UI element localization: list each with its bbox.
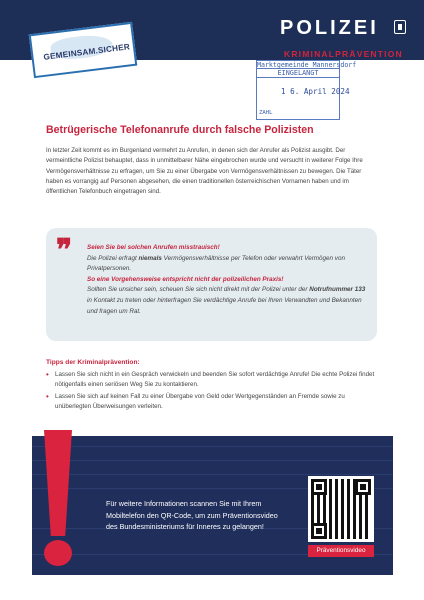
- stamp-body: [256, 78, 350, 120]
- warning-line-a-bold: niemals: [138, 254, 162, 262]
- stamp-zahl: ZAHL: [259, 110, 273, 116]
- stamp-date: 1 6. April 2024: [281, 87, 350, 96]
- received-stamp: [256, 60, 357, 120]
- stamp-municipality: Marktgemeinde Mannersdorf: [257, 61, 357, 69]
- footer-banner: [32, 436, 393, 575]
- quote-mark-icon: ❞: [56, 233, 73, 268]
- warning-line-a: Die Polizei erfragt: [87, 254, 137, 262]
- federal-eagle-icon: [394, 20, 406, 34]
- footer-text: Für weitere Informationen scannen Sie mit Ihrem Mobiltelefon den QR-Code, um zum Präventionsvideo des Bundesministeriums für Inneres zu gelangen!: [106, 499, 278, 532]
- kriminalpraevention-label: KRIMINALPRÄVENTION: [284, 49, 403, 59]
- qr-pattern: [311, 479, 371, 539]
- tips-heading: Tipps der Kriminalprävention:: [46, 359, 140, 366]
- warning-line-b-rest: in Kontakt zu treten oder hinterfragen Sie verdächtige Anrufe bei Ihren Verwandten und Bekannten und fragen um Rat.: [87, 296, 362, 315]
- polizei-brand: POLIZEI: [280, 17, 379, 39]
- warning-text: [87, 243, 371, 317]
- warning-box: [46, 228, 377, 341]
- praeventionsvideo-button[interactable]: Präventionsvideo: [308, 545, 374, 557]
- intro-paragraph: In letzter Zeit kommt es im Burgenland vermehrt zu Anrufen, in denen sich der Anrufer als Polizist ausgibt. Der vermeintliche Polizist behauptet, dass in unmittelbarer Nähe eingebrochen wurde und versucht in weiterer Folge Ihre Vermögensverhältnisse zu erfragen, um Sie zu einer Übergabe von Vermögensverhältnissen zu bewegen. Die Täter haben es vorrangig auf Personen abgesehen, die einen traditionellen österreichischen Vornamen haben und im öffentlichen Telefonbuch eingetragen sind.: [46, 147, 363, 196]
- warning-heading: Seien Sie bei solchen Anrufen misstrauisch!: [87, 244, 220, 251]
- emergency-number: Notrufnummer 133: [309, 286, 366, 294]
- exclamation-dot-icon: [44, 540, 72, 566]
- page-title: Betrügerische Telefonanrufe durch falsche Polizisten: [46, 124, 314, 136]
- tip-item: • Lassen Sie sich nicht in ein Gespräch verwickeln und beenden Sie sofort verdächtige Anrufe! Die echte Polizei findet nötigenfalls einen seriösen Weg Sie zu kontaktieren.: [46, 370, 380, 390]
- stamp-received: EINGELANGT: [256, 69, 340, 78]
- warning-line-a-rest: Vermögensverhältnisse per Telefon oder verwahrt Vermögen von Privatpersonen.: [87, 254, 345, 273]
- tip-item: • Lassen Sie sich auf keinen Fall zu einer Übergabe von Geld oder Wertgegenständen an Fremde sowie zu unüberlegten Überweisungen verleiten.: [46, 392, 380, 412]
- logo-text: GEMEINSAM.SICHER: [43, 42, 131, 62]
- warning-line-b: Sollten Sie unsicher sein, scheuen Sie sich nicht direkt mit der Polizei unter der: [87, 286, 308, 294]
- warning-heading-2: So eine Vorgehensweise entspricht nicht der polizeilichen Praxis!: [87, 275, 284, 283]
- tips-list: [46, 370, 380, 414]
- qr-code[interactable]: [308, 476, 374, 542]
